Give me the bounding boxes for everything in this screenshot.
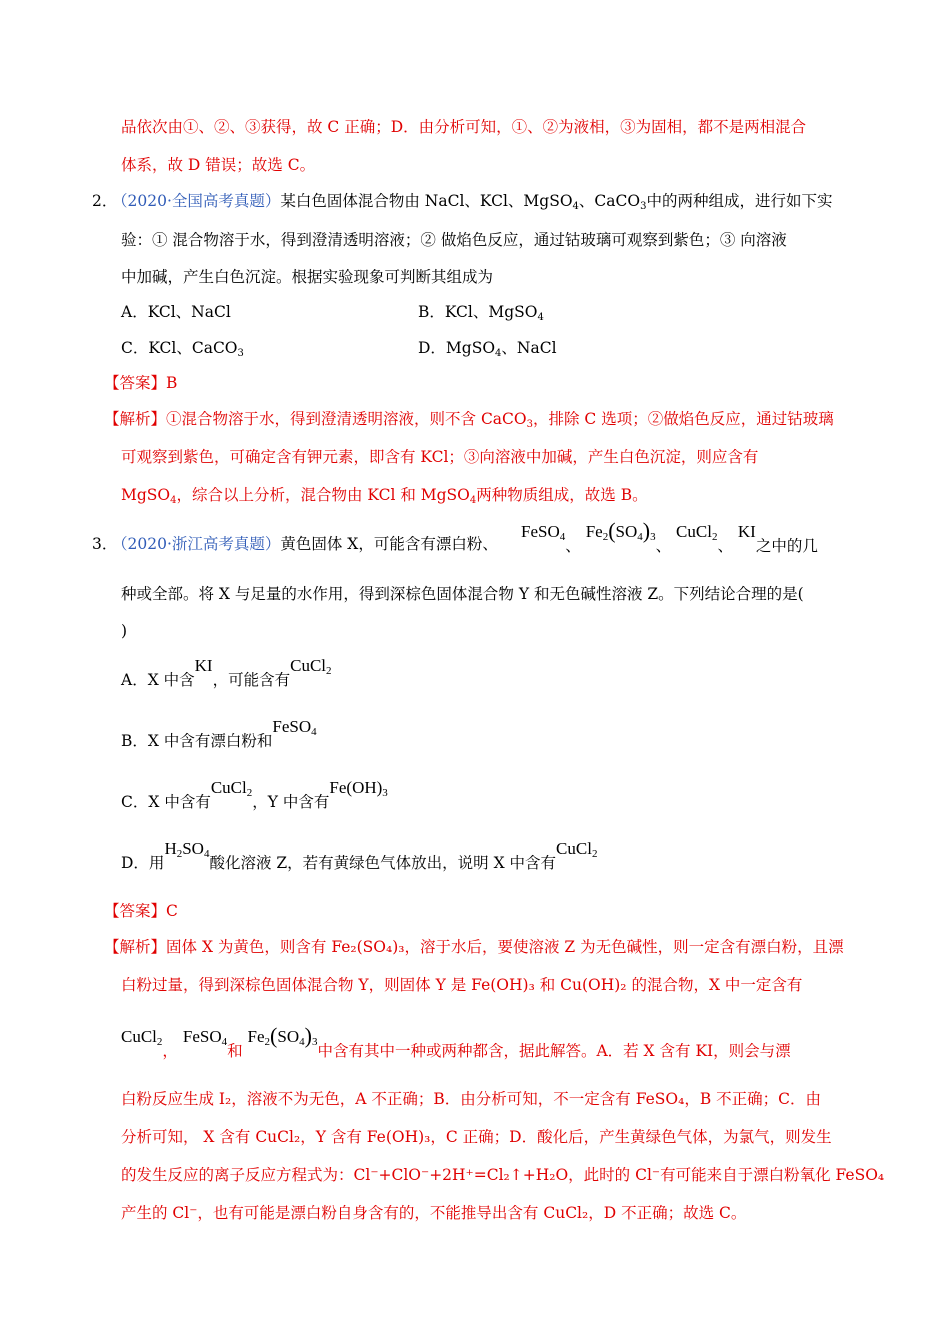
question-2-stem-line-3: 中加碱，产生白色沉淀。根据实验现象可判断其组成为 xyxy=(121,268,494,286)
question-3-explanation-line-5: 分析可知， X 含有 CuCl₂，Y 含有 Fe(OH)₃，C 正确；D．酸化后，产生黄绿色气体，为氯气，则发生 xyxy=(121,1128,832,1146)
question-3-explanation-line-2: 白粉过量，得到深棕色固体混合物 Y，则固体 Y 是 Fe(OH)₃ 和 Cu(OH)₂ 的混合物，X 中一定含有 xyxy=(121,976,803,994)
question-3-number: 3． xyxy=(92,535,118,553)
question-2-number: 2． xyxy=(92,192,118,210)
question-3-option-a: A．X 中含KI，可能含有CuCl$_2$ xyxy=(121,656,332,689)
question-2-stem-line-2: 验：① 混合物溶于水，得到澄清透明溶液；② 做焰色反应，通过钴玻璃可观察到紫色；③ 向溶液 xyxy=(121,231,787,249)
question-2-explanation-line-3: MgSO$_4$，综合以上分析，混合物由 KCl 和 MgSO$_4$两种物质组成，故选 B。 xyxy=(121,486,648,506)
question-3-stem-formulas: FeSO$_4$、 $Fe_2(SO_4)_3$、 CuCl$_2$、 KI之中的几 xyxy=(521,518,818,555)
question-3-option-d: D．用$H_2SO_4$酸化溶液 Z，若有黄绿色气体放出，说明 X 中含有CuCl$_2$ xyxy=(121,839,598,872)
question-2-explanation-line-2: 可观察到紫色，可确定含有钾元素，即含有 KCl；③向溶液中加碱，产生白色沉淀，则应含有 xyxy=(121,448,759,466)
question-2-option-d: D．MgSO$_4$、NaCl xyxy=(418,339,557,359)
question-3-stem-line-2: 种或全部。将 X 与足量的水作用，得到深棕色固体混合物 Y 和无色碱性溶液 Z。下列结论合理的是( xyxy=(121,585,804,603)
question-3-explanation-line-7: 产生的 Cl⁻，也有可能是漂白粉自身含有的，不能推导出含有 CuCl₂，D 不正确；故选 C。 xyxy=(121,1204,747,1222)
question-3-option-b: B．X 中含有漂白粉和FeSO$_4$ xyxy=(121,717,317,750)
formula-h2so4: $H_2SO_4$ xyxy=(164,839,210,860)
formula-ki: KI xyxy=(737,522,756,541)
question-3-stem-line-1-text: （2020·浙江高考真题）黄色固体 X，可能含有漂白粉、 xyxy=(112,535,498,553)
explanation-label: 【解析】 xyxy=(104,938,167,956)
question-3-explanation-line-6: 的发生反应的离子反应方程式为：Cl⁻+ClO⁻+2H⁺=Cl₂↑+H₂O，此时的 Cl⁻有可能来自于漂白粉氧化 FeSO₄ xyxy=(121,1166,885,1184)
question-3-explanation-line-3: CuCl$_2$， FeSO$_4$和 $Fe_2(SO_4)_3$中含有其中一种或两种都含，据此解答。A．若 X 含有 KI，则会与漂 xyxy=(121,1023,791,1060)
question-2-option-c: C．KCl、CaCO$_3$ xyxy=(121,339,244,359)
question-3-stem-line-3: ) xyxy=(121,622,128,640)
question-3-source: （2020·浙江高考真题） xyxy=(112,535,281,553)
formula-feoh3: $Fe(OH)_3$ xyxy=(329,778,388,799)
formula-cucl2: CuCl$_2$ xyxy=(121,1027,163,1048)
formula-cucl2: CuCl$_2$ xyxy=(210,778,253,799)
formula-fe2so43: $Fe_2(SO_4)_3$ xyxy=(247,1023,318,1048)
question-2-answer: 【答案】B xyxy=(104,374,178,392)
question-2-explanation-line-1: 【解析】①混合物溶于水，得到澄清透明溶液，则不含 CaCO$_3$，排除 C 选项；②做焰色反应，通过钴玻璃 xyxy=(104,410,834,430)
formula-cucl2: CuCl$_2$ xyxy=(290,656,332,677)
prev-explanation-line-2: 体系，故 D 错误；故选 C。 xyxy=(121,156,316,174)
formula-feso4: FeSO$_4$ xyxy=(272,717,317,738)
formula-ki: KI xyxy=(194,656,213,675)
formula-feso4: FeSO$_4$ xyxy=(182,1027,228,1048)
question-2-option-b: B．KCl、MgSO$_4$ xyxy=(418,303,544,323)
formula-feso4: FeSO$_4$ xyxy=(521,522,566,543)
prev-explanation-line-1: 品依次由①、②、③获得，故 C 正确；D．由分析可知，①、②为液相，③为固相，都不是两相混合 xyxy=(121,118,807,136)
question-3-answer: 【答案】C xyxy=(104,902,178,920)
question-2-option-a: A．KCl、NaCl xyxy=(121,303,231,321)
question-3-explanation-line-4: 白粉反应生成 I₂，溶液不为无色，A 不正确；B．由分析可知，不一定含有 FeSO₄，B 不正确；C．由 xyxy=(121,1090,822,1108)
question-2-source: （2020·全国高考真题） xyxy=(112,192,281,210)
formula-fe2so43: $Fe_2(SO_4)_3$ xyxy=(585,518,656,543)
explanation-label: 【解析】 xyxy=(104,410,167,428)
question-3-option-c: C．X 中含有CuCl$_2$，Y 中含有$Fe(OH)_3$ xyxy=(121,778,388,811)
formula-cucl2: CuCl$_2$ xyxy=(556,839,598,860)
formula-cucl2: CuCl$_2$ xyxy=(676,522,718,543)
question-2-stem-line-1: （2020·全国高考真题）某白色固体混合物由 NaCl、KCl、MgSO$_4$、CaCO$_3$中的两种组成，进行如下实 xyxy=(112,192,833,212)
question-3-explanation-line-1: 【解析】固体 X 为黄色，则含有 Fe₂(SO₄)₃，溶于水后，要使溶液 Z 为无色碱性，则一定含有漂白粉，且漂 xyxy=(104,938,844,956)
